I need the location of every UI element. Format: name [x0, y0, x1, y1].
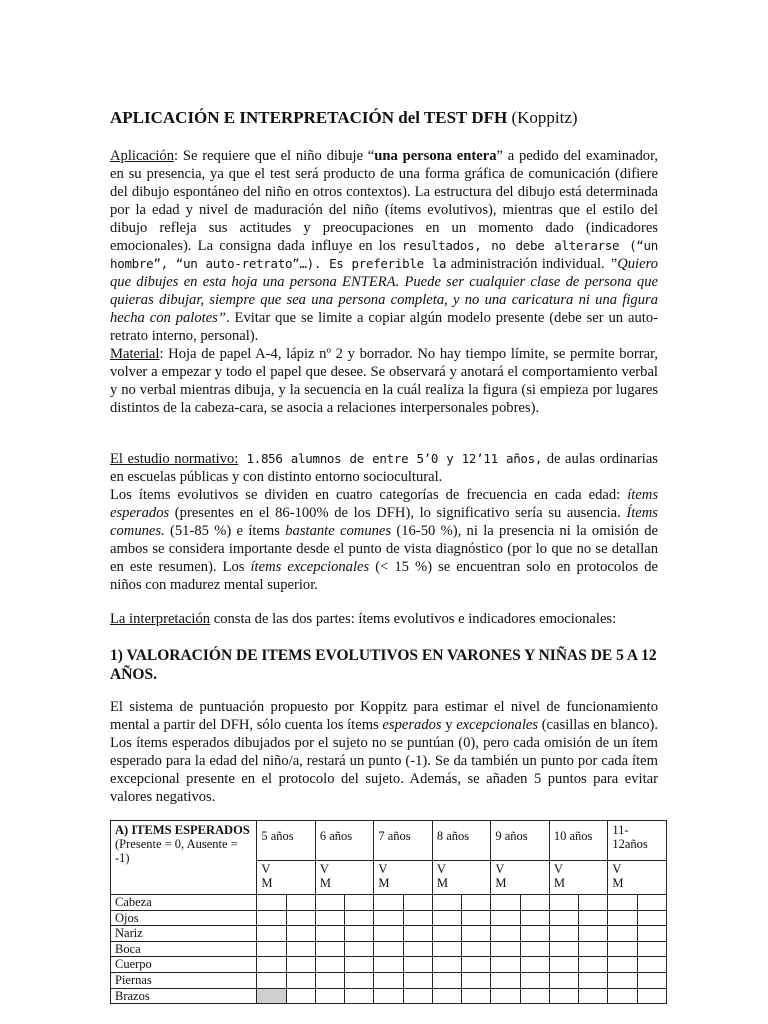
score-cell[interactable] — [520, 988, 549, 1004]
table-row — [111, 972, 667, 988]
score-cell[interactable] — [491, 926, 520, 942]
item-label: Piernas — [111, 972, 257, 988]
score-cell[interactable] — [549, 957, 578, 973]
score-cell[interactable] — [608, 988, 637, 1004]
score-cell[interactable] — [286, 972, 315, 988]
score-cell[interactable] — [608, 957, 637, 973]
age-header: 8 años — [432, 821, 491, 861]
score-cell[interactable] — [579, 988, 608, 1004]
age-header: 5 años — [257, 821, 316, 861]
score-cell[interactable] — [257, 926, 286, 942]
score-cell[interactable] — [315, 972, 344, 988]
score-cell[interactable] — [637, 957, 666, 973]
score-cell[interactable] — [491, 895, 520, 911]
score-cell[interactable] — [549, 988, 578, 1004]
score-cell[interactable] — [345, 926, 374, 942]
score-cell[interactable] — [374, 926, 403, 942]
item-label: Ojos — [111, 910, 257, 926]
section-heading: 1) VALORACIÓN DE ITEMS EVOLUTIVOS EN VARONES Y NIÑAS DE 5 A 12 AÑOS. — [110, 647, 657, 683]
sex-header: V M — [608, 861, 667, 895]
score-cell[interactable] — [403, 972, 432, 988]
score-cell[interactable] — [637, 941, 666, 957]
page-title: APLICACIÓN E INTERPRETACIÓN del TEST DFH (Koppitz) — [110, 108, 578, 127]
sex-header: V M — [374, 861, 433, 895]
score-cell[interactable] — [286, 957, 315, 973]
item-label: Brazos — [111, 988, 257, 1004]
paragraph-estudio-normativo: El estudio normativo: 1.856 alumnos de entre 5’0 y 12’11 años, de aulas ordinarias en escuelas públicas y con distinto entorno sociocultural. Los ítems evolutivos se dividen en cuatro categorías de frecuencia en cada edad: ítems esperados (presentes en el 86-100% de los DFH), lo significativo sería su ausencia. Ítems comunes. (51-85 %) e ítems bastante comunes (16-50 %), ni la presencia ni la omisión de ambos se considera importante desde el punto de vista diagnóstico (por lo que no se detallan en este resumen). Los ítems excepcionales (< 15 %) se encuentran solo en protocolos de niños con madurez mental superior. — [110, 451, 659, 593]
age-header: 6 años — [315, 821, 374, 861]
score-cell[interactable] — [403, 895, 432, 911]
sex-header: V M — [491, 861, 550, 895]
score-cell[interactable] — [374, 910, 403, 926]
score-cell[interactable] — [462, 910, 491, 926]
score-cell[interactable] — [432, 910, 461, 926]
score-cell[interactable] — [257, 972, 286, 988]
score-cell[interactable] — [491, 988, 520, 1004]
table-header-row — [111, 821, 667, 861]
table-row — [111, 988, 667, 1004]
table-row — [111, 910, 667, 926]
score-cell[interactable] — [608, 926, 637, 942]
score-cell[interactable] — [432, 957, 461, 973]
score-cell[interactable] — [579, 972, 608, 988]
item-label: Cuerpo — [111, 957, 257, 973]
score-cell[interactable] — [257, 941, 286, 957]
score-cell[interactable] — [491, 957, 520, 973]
score-cell[interactable] — [520, 957, 549, 973]
table-row — [111, 941, 667, 957]
sex-header: V M — [315, 861, 374, 895]
score-cell[interactable] — [403, 941, 432, 957]
score-cell[interactable] — [345, 957, 374, 973]
score-cell[interactable] — [637, 988, 666, 1004]
score-cell[interactable] — [315, 910, 344, 926]
score-cell[interactable] — [286, 895, 315, 911]
score-cell[interactable] — [462, 926, 491, 942]
score-cell[interactable] — [579, 910, 608, 926]
sex-header: V M — [432, 861, 491, 895]
paragraph-sistema-puntuacion: El sistema de puntuación propuesto por Koppitz para estimar el nivel de funcionamiento mental a partir del DFH, sólo cuenta los ítems esperados y excepcionales (casillas en blanco). Los ítems esperados dibujados por el sujeto no se puntúan (0), pero cada omisión de un ítem esperado para la edad del niño/a, restará un punto (-1). Se da también un punto por cada ítem excepcional presente en el protocolo del sujeto. Además, se añaden 5 puntos para evitar valores negativos. — [110, 699, 659, 805]
table-corner-header: A) ITEMS ESPERADOS (Presente = 0, Ausente = -1) — [111, 821, 257, 895]
score-cell[interactable] — [491, 972, 520, 988]
score-cell[interactable] — [579, 957, 608, 973]
score-cell[interactable] — [286, 926, 315, 942]
score-cell[interactable] — [374, 988, 403, 1004]
score-cell[interactable] — [579, 895, 608, 911]
age-header: 9 años — [491, 821, 550, 861]
score-cell[interactable] — [608, 895, 637, 911]
items-table — [110, 820, 667, 1004]
score-cell[interactable] — [549, 941, 578, 957]
score-cell[interactable] — [462, 988, 491, 1004]
score-cell[interactable] — [345, 941, 374, 957]
score-cell[interactable] — [549, 895, 578, 911]
score-cell[interactable] — [608, 972, 637, 988]
score-cell[interactable] — [462, 957, 491, 973]
paragraph-interpretacion: La interpretación consta de las dos partes: ítems evolutivos e indicadores emocionales: — [110, 611, 617, 627]
table-row — [111, 926, 667, 942]
score-cell[interactable] — [432, 941, 461, 957]
score-cell[interactable] — [520, 926, 549, 942]
score-cell[interactable] — [315, 941, 344, 957]
score-cell[interactable] — [549, 910, 578, 926]
item-label: Boca — [111, 941, 257, 957]
score-cell[interactable] — [520, 895, 549, 911]
score-cell[interactable] — [520, 910, 549, 926]
score-cell[interactable] — [579, 926, 608, 942]
score-cell[interactable] — [491, 910, 520, 926]
score-cell[interactable] — [637, 910, 666, 926]
score-cell[interactable] — [462, 895, 491, 911]
paragraph-aplicacion: Aplicación: Se requiere que el niño dibuje “una persona entera” a pedido del examinador, en su presencia, ya que el test será producto de una forma gráfica de comunicación (difiere del dibujo espontáneo del niño en otros contextos). La estructura del dibujo está determinada por la edad y nivel de maduración del niño (ítems evolutivos), mientras que el estilo del dibujo refleja sus actitudes y preocupaciones en un momento dado (indicadores emocionales). La consigna dada influye en los resultados, no debe alterarse (“un hombre”, “un auto-retrato”…). Es preferible la administración individual. ”Quiero que dibujes en esta hoja una persona ENTERA. Puede ser cualquier clase de persona que quieras dibujar, siempre que sea una persona completa, y no una caricatura ni una figura hecha con palotes”. Evitar que se limite a copiar algún modelo presente (debe ser un auto-retrato interno, personal). Material: Hoja de papel A-4, lápiz nº 2 y borrador. No hay tiempo límite, se permite borrar, volver a empezar y todo el papel que desee. Se observará y anotará el comportamiento verbal y no verbal mientras dibuja, y la secuencia en la cuál realiza la figura (si empieza por lugares distintos de la cabeza-cara, se asocia a relaciones interpersonales pobres). — [110, 148, 658, 416]
score-cell[interactable] — [549, 972, 578, 988]
score-cell[interactable] — [257, 957, 286, 973]
table-row — [111, 957, 667, 973]
score-cell[interactable] — [257, 988, 286, 1004]
score-cell[interactable] — [462, 941, 491, 957]
score-cell[interactable] — [520, 941, 549, 957]
score-cell[interactable] — [637, 972, 666, 988]
score-cell[interactable] — [608, 941, 637, 957]
score-cell[interactable] — [374, 957, 403, 973]
score-cell[interactable] — [432, 972, 461, 988]
score-cell[interactable] — [403, 910, 432, 926]
sex-header: V M — [549, 861, 608, 895]
score-cell[interactable] — [345, 988, 374, 1004]
score-cell[interactable] — [491, 941, 520, 957]
score-cell[interactable] — [286, 941, 315, 957]
score-cell[interactable] — [257, 910, 286, 926]
score-cell[interactable] — [432, 895, 461, 911]
score-cell[interactable] — [315, 926, 344, 942]
table-row — [111, 895, 667, 911]
score-cell[interactable] — [432, 926, 461, 942]
item-label: Nariz — [111, 926, 257, 942]
score-cell[interactable] — [286, 910, 315, 926]
score-cell[interactable] — [257, 895, 286, 911]
score-cell[interactable] — [637, 895, 666, 911]
score-cell[interactable] — [520, 972, 549, 988]
score-cell[interactable] — [315, 895, 344, 911]
score-cell[interactable] — [403, 957, 432, 973]
score-cell[interactable] — [579, 941, 608, 957]
score-cell[interactable] — [315, 957, 344, 973]
score-cell[interactable] — [637, 926, 666, 942]
score-cell[interactable] — [432, 988, 461, 1004]
score-cell[interactable] — [374, 941, 403, 957]
score-cell[interactable] — [345, 895, 374, 911]
age-header: 7 años — [374, 821, 433, 861]
score-cell[interactable] — [462, 972, 491, 988]
score-cell[interactable] — [345, 972, 374, 988]
score-cell[interactable] — [374, 972, 403, 988]
sex-header: V M — [257, 861, 316, 895]
item-label: Cabeza — [111, 895, 257, 911]
age-header: 11-12años — [608, 821, 667, 861]
score-cell[interactable] — [549, 926, 578, 942]
score-cell[interactable] — [608, 910, 637, 926]
age-header: 10 años — [549, 821, 608, 861]
score-cell[interactable] — [403, 926, 432, 942]
score-cell[interactable] — [403, 988, 432, 1004]
score-cell[interactable] — [286, 988, 315, 1004]
score-cell[interactable] — [374, 895, 403, 911]
score-cell[interactable] — [345, 910, 374, 926]
score-cell[interactable] — [315, 988, 344, 1004]
